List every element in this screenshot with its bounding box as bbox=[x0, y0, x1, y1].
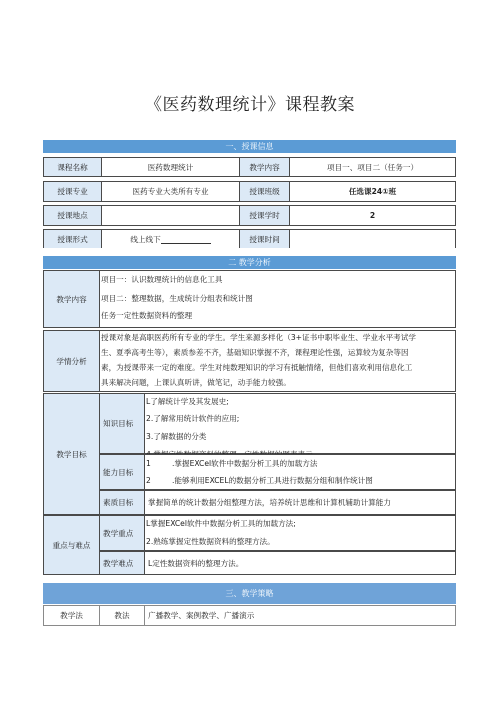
knowledge-line-3: 3.了解数据的分类 bbox=[146, 432, 207, 441]
ability-line-2-num: 2 bbox=[146, 476, 151, 485]
course-name-value: 医药数理统计 bbox=[101, 157, 240, 177]
difficulty-label: 教学难点 bbox=[99, 551, 145, 575]
place-label: 授课地点 bbox=[43, 205, 102, 226]
quality-goal-label: 素质目标 bbox=[99, 490, 145, 515]
analysis-content-line-1: 项目一：认识数理统计的信息化工具 bbox=[101, 275, 223, 284]
key-line-1: L掌握EXCel软件中数据分析工具的加载方法; bbox=[146, 519, 296, 528]
content-label: 教学内容 bbox=[239, 157, 290, 177]
ability-line-2-text: .能够利用EXCEL的数据分析工具进行数据分组和制作统计图 bbox=[172, 476, 373, 485]
knowledge-line-4 bbox=[146, 449, 313, 453]
section-header-teaching-info: 一、授课信息 bbox=[43, 140, 456, 153]
teach-label: 教法 bbox=[99, 605, 145, 626]
analysis-content-line-3: 任务一定性数据资料的整理 bbox=[101, 311, 193, 320]
hours-value: 2 bbox=[289, 205, 456, 226]
form-blank bbox=[161, 235, 211, 244]
teach-value: 广播教学、案例教学、广播演示 bbox=[144, 605, 456, 626]
knowledge-goal-label: 知识目标 bbox=[99, 393, 145, 454]
analysis-content-line-2: 项目二：整理数据，生成统计分组表和统计图 bbox=[101, 294, 253, 303]
major-label: 授课专业 bbox=[43, 181, 102, 202]
class-label: 授课班级 bbox=[239, 181, 290, 202]
students-line-4: 具来解决问题，上课认真听讲，做笔记，动手能力较强。 bbox=[101, 378, 291, 387]
ability-goal-label: 能力目标 bbox=[99, 454, 145, 490]
form-text: 线上线下 bbox=[130, 234, 161, 244]
ability-line-1-num: 1 bbox=[146, 459, 151, 468]
students-label: 学情分析 bbox=[43, 330, 100, 392]
section-header-teaching-analysis: 二 教学分析 bbox=[43, 256, 456, 269]
time-value bbox=[289, 229, 456, 248]
key-point-label: 教学重点 bbox=[99, 515, 145, 551]
ability-line-1-text: .掌握EXCel软件中数据分析工具的加载方法 bbox=[172, 459, 318, 468]
major-value: 医药专业大类所有专业 bbox=[101, 181, 240, 202]
form-value bbox=[101, 229, 240, 248]
students-line-3: 素，为授课带来一定的难度。学生对纯数理知识的学习有抵触情绪，但他们喜欢利用信息化工 bbox=[101, 363, 413, 372]
students-line-2: 生、夏季高考生等），素质参差不齐，基础知识掌握不齐，课程理论性强，运算较为复杂等因 bbox=[101, 348, 409, 357]
difficulty-value: L定性数据资料的整理方法。 bbox=[144, 551, 456, 575]
quality-goal-value: 掌握简单的统计数据分组整理方法，培养统计思维和计算机辅助计算能力 bbox=[144, 490, 456, 515]
section-header-teaching-strategy: 三、教学策略 bbox=[43, 583, 456, 604]
goals-label: 教学目标 bbox=[43, 393, 100, 515]
class-value: 任选课24①班 bbox=[289, 181, 456, 202]
students-line-1: 授课对象是高职医药所有专业的学生。学生来源多样化（3+证书中职毕业生、学业水平考试学 bbox=[101, 333, 416, 342]
knowledge-line-1: L了解统计学及其发展史; bbox=[146, 397, 229, 406]
course-name-label: 课程名称 bbox=[43, 157, 102, 177]
method-label: 教学法 bbox=[43, 605, 100, 626]
hours-label: 授课学时 bbox=[239, 205, 290, 226]
time-label: 授课时间 bbox=[239, 229, 290, 248]
content-value: 项目一、项目二（任务一） bbox=[289, 157, 456, 177]
page-title: 《医药数理统计》课程教案 bbox=[145, 95, 355, 115]
knowledge-line-2: 2.了解常用统计软件的应用; bbox=[146, 414, 240, 423]
key-difficulty-label: 重点与难点 bbox=[43, 515, 100, 575]
analysis-content-label: 教学内容 bbox=[43, 270, 100, 328]
key-line-2: 2.熟练掌握定性数据资料的整理方法。 bbox=[146, 537, 275, 546]
form-label: 授课形式 bbox=[43, 229, 102, 248]
place-value bbox=[101, 205, 240, 226]
